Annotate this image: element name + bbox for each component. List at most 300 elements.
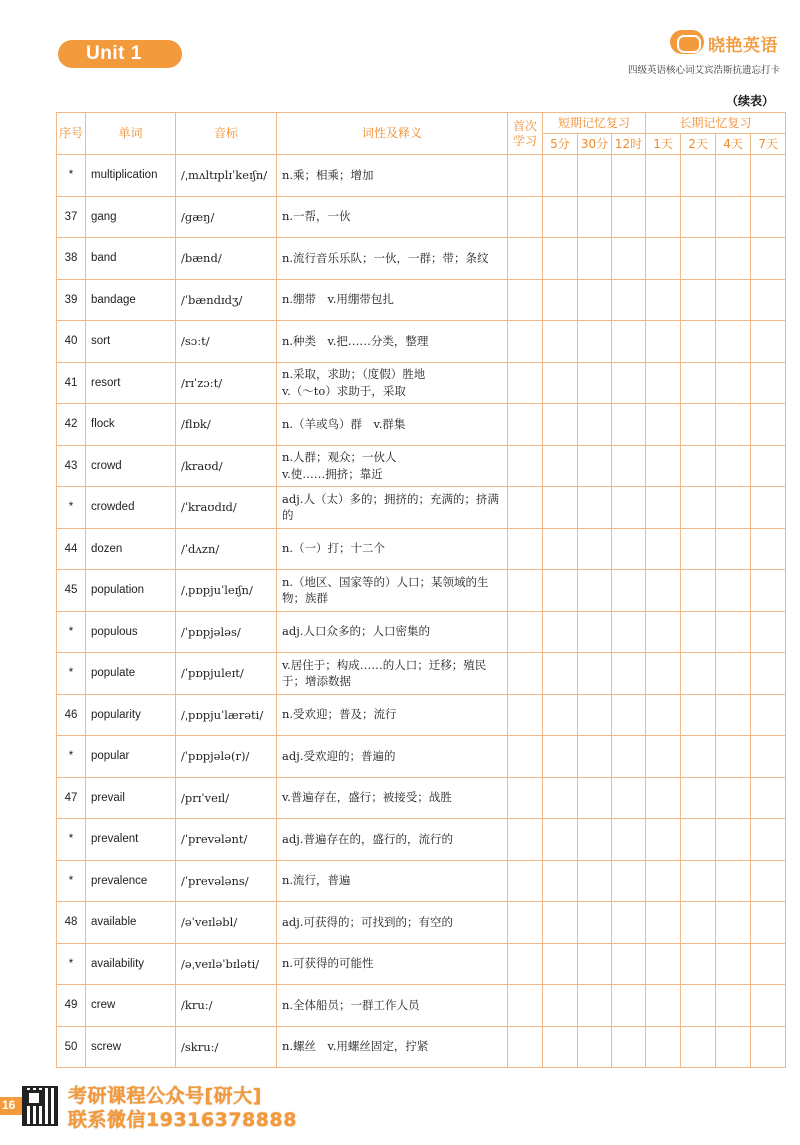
row-word: populate (86, 653, 176, 695)
checkin-cell (612, 321, 646, 363)
row-number: 43 (57, 445, 86, 487)
row-word: sort (86, 321, 176, 363)
checkin-cell (751, 321, 786, 363)
row-definition: adj.人（太）多的；拥挤的；充满的；挤满的 (277, 487, 508, 529)
row-word: crowded (86, 487, 176, 529)
table-row (57, 362, 786, 404)
checkin-cell (578, 362, 612, 404)
checkin-cell (681, 238, 716, 280)
table-row (57, 819, 786, 861)
row-phonetic: /kraʊd/ (176, 445, 277, 487)
checkin-cell (646, 653, 681, 695)
header-word: 单词 (86, 113, 176, 155)
table-row (57, 653, 786, 695)
checkin-cell (716, 777, 751, 819)
row-definition: v.居住于；构成……的人口；迁移；殖民于；增添数据 (277, 653, 508, 695)
row-phonetic: /bænd/ (176, 238, 277, 280)
row-word: prevail (86, 777, 176, 819)
checkin-cell (612, 279, 646, 321)
row-definition: adj.普遍存在的，盛行的，流行的 (277, 819, 508, 861)
row-phonetic: /gæŋ/ (176, 196, 277, 238)
row-definition: n.（一）打；十二个 (277, 528, 508, 570)
header-definition: 词性及释义 (277, 113, 508, 155)
row-word: available (86, 902, 176, 944)
header-review-col: 2天 (681, 134, 716, 155)
checkin-cell (681, 279, 716, 321)
checkin-cell (646, 528, 681, 570)
row-phonetic: /əˈveɪləbl/ (176, 902, 277, 944)
checkin-cell (543, 943, 578, 985)
table-row (57, 155, 786, 197)
row-number: 45 (57, 570, 86, 612)
checkin-cell (716, 736, 751, 778)
row-definition: adj.可获得的；可找到的；有空的 (277, 902, 508, 944)
row-phonetic: /kruː/ (176, 985, 277, 1027)
row-definition: n.全体船员；一群工作人员 (277, 985, 508, 1027)
checkin-cell (508, 985, 543, 1027)
checkin-cell (578, 694, 612, 736)
checkin-cell (612, 155, 646, 197)
table-row (57, 404, 786, 446)
header-review-col: 7天 (751, 134, 786, 155)
row-phonetic: /ˈkraʊdɪd/ (176, 487, 277, 529)
checkin-cell (578, 736, 612, 778)
row-definition: adj.人口众多的；人口密集的 (277, 611, 508, 653)
row-number: * (57, 155, 86, 197)
header-review-col: 12时 (612, 134, 646, 155)
checkin-cell (716, 321, 751, 363)
checkin-cell (646, 736, 681, 778)
checkin-cell (543, 902, 578, 944)
checkin-cell (543, 155, 578, 197)
table-row (57, 902, 786, 944)
checkin-cell (612, 570, 646, 612)
checkin-cell (681, 155, 716, 197)
row-definition: n.绷带 v.用绷带包扎 (277, 279, 508, 321)
checkin-cell (543, 653, 578, 695)
checkin-cell (612, 445, 646, 487)
checkin-cell (681, 1026, 716, 1068)
checkin-cell (543, 819, 578, 861)
row-phonetic: /ˈpɒpjuleɪt/ (176, 653, 277, 695)
row-number: 38 (57, 238, 86, 280)
checkin-cell (646, 321, 681, 363)
brand-name: 晓艳英语 (708, 36, 778, 56)
checkin-cell (508, 196, 543, 238)
header-first-study: 首次学习 (508, 113, 543, 155)
checkin-cell (751, 736, 786, 778)
row-word: popularity (86, 694, 176, 736)
checkin-cell (543, 279, 578, 321)
checkin-cell (716, 1026, 751, 1068)
row-number: 39 (57, 279, 86, 321)
table-row (57, 570, 786, 612)
checkin-cell (612, 902, 646, 944)
checkin-cell (681, 736, 716, 778)
checkin-cell (508, 777, 543, 819)
checkin-cell (751, 902, 786, 944)
checkin-cell (646, 155, 681, 197)
checkin-cell (681, 777, 716, 819)
checkin-cell (578, 155, 612, 197)
row-definition: n.人群；观众；一伙人 v.使……拥挤；靠近 (277, 445, 508, 487)
checkin-cell (716, 653, 751, 695)
checkin-cell (612, 611, 646, 653)
checkin-cell (543, 528, 578, 570)
checkin-cell (508, 321, 543, 363)
checkin-cell (612, 860, 646, 902)
checkin-cell (543, 570, 578, 612)
row-word: screw (86, 1026, 176, 1068)
vocabulary-table (56, 112, 786, 1068)
checkin-cell (716, 611, 751, 653)
checkin-cell (751, 445, 786, 487)
checkin-cell (646, 860, 681, 902)
checkin-cell (543, 985, 578, 1027)
header-short-term-review: 短期记忆复习 (543, 113, 646, 134)
checkin-cell (681, 985, 716, 1027)
row-definition: n.（羊或鸟）群 v.群集 (277, 404, 508, 446)
table-row (57, 694, 786, 736)
checkin-cell (578, 819, 612, 861)
checkin-cell (612, 196, 646, 238)
checkin-cell (716, 196, 751, 238)
header-no: 序号 (57, 113, 86, 155)
checkin-cell (578, 238, 612, 280)
checkin-cell (751, 985, 786, 1027)
checkin-cell (612, 985, 646, 1027)
checkin-cell (543, 321, 578, 363)
checkin-cell (681, 528, 716, 570)
checkin-cell (612, 528, 646, 570)
table-row (57, 487, 786, 529)
checkin-cell (543, 362, 578, 404)
checkin-cell (646, 196, 681, 238)
checkin-cell (646, 238, 681, 280)
row-phonetic: /ˈprevələnt/ (176, 819, 277, 861)
checkin-cell (751, 653, 786, 695)
checkin-cell (716, 528, 751, 570)
checkin-cell (751, 196, 786, 238)
checkin-cell (681, 611, 716, 653)
row-phonetic: /rɪˈzɔːt/ (176, 362, 277, 404)
checkin-cell (612, 653, 646, 695)
row-word: bandage (86, 279, 176, 321)
row-phonetic: /ˌmʌltɪplɪˈkeɪʃn/ (176, 155, 277, 197)
checkin-cell (646, 570, 681, 612)
checkin-cell (508, 860, 543, 902)
row-phonetic: /ˈbændɪdʒ/ (176, 279, 277, 321)
row-word: crew (86, 985, 176, 1027)
checkin-cell (716, 570, 751, 612)
checkin-cell (543, 736, 578, 778)
checkin-cell (508, 362, 543, 404)
row-word: gang (86, 196, 176, 238)
book-subtitle: 四级英语核心词艾宾浩斯抗遗忘打卡 (627, 65, 780, 76)
checkin-cell (716, 694, 751, 736)
checkin-cell (751, 528, 786, 570)
row-number: * (57, 943, 86, 985)
row-number: * (57, 819, 86, 861)
row-phonetic: /skruː/ (176, 1026, 277, 1068)
checkin-cell (751, 238, 786, 280)
checkin-cell (716, 985, 751, 1027)
checkin-cell (612, 362, 646, 404)
header-phonetic: 音标 (176, 113, 277, 155)
brand (670, 28, 786, 58)
checkin-cell (508, 611, 543, 653)
checkin-cell (508, 653, 543, 695)
row-phonetic: /ˌpɒpjuˈleɪʃn/ (176, 570, 277, 612)
checkin-cell (716, 860, 751, 902)
table-row (57, 321, 786, 363)
checkin-cell (508, 487, 543, 529)
checkin-cell (508, 943, 543, 985)
checkin-cell (543, 694, 578, 736)
checkin-cell (578, 570, 612, 612)
watermark-line-2: 联系微信19316378888 (68, 1109, 297, 1131)
checkin-cell (578, 321, 612, 363)
row-phonetic: /ˈpɒpjələs/ (176, 611, 277, 653)
row-phonetic: /ˈprevələns/ (176, 860, 277, 902)
checkin-cell (716, 404, 751, 446)
table-row (57, 943, 786, 985)
checkin-cell (612, 404, 646, 446)
checkin-cell (612, 819, 646, 861)
checkin-cell (646, 487, 681, 529)
checkin-cell (578, 196, 612, 238)
row-word: prevalence (86, 860, 176, 902)
row-definition: n.乘；相乘；增加 (277, 155, 508, 197)
checkin-cell (751, 860, 786, 902)
header-review-col: 30分 (578, 134, 612, 155)
checkin-cell (578, 445, 612, 487)
table-row (57, 777, 786, 819)
checkin-cell (681, 196, 716, 238)
table-row (57, 279, 786, 321)
checkin-cell (681, 860, 716, 902)
checkin-cell (508, 570, 543, 612)
row-definition: n.可获得的可能性 (277, 943, 508, 985)
row-definition: n.流行，普遍 (277, 860, 508, 902)
checkin-cell (508, 694, 543, 736)
row-number: 37 (57, 196, 86, 238)
checkin-cell (681, 445, 716, 487)
checkin-cell (578, 943, 612, 985)
checkin-cell (543, 777, 578, 819)
checkin-cell (716, 445, 751, 487)
row-phonetic: /əˌveɪləˈbɪləti/ (176, 943, 277, 985)
checkin-cell (716, 487, 751, 529)
checkin-cell (578, 1026, 612, 1068)
checkin-cell (646, 985, 681, 1027)
row-number: 42 (57, 404, 86, 446)
checkin-cell (543, 238, 578, 280)
table-row (57, 196, 786, 238)
checkin-cell (716, 362, 751, 404)
row-word: resort (86, 362, 176, 404)
checkin-cell (681, 570, 716, 612)
row-number: 44 (57, 528, 86, 570)
checkin-cell (751, 279, 786, 321)
checkin-cell (543, 1026, 578, 1068)
checkin-cell (646, 279, 681, 321)
checkin-cell (578, 860, 612, 902)
checkin-cell (578, 487, 612, 529)
row-definition: n.一帮，一伙 (277, 196, 508, 238)
checkin-cell (716, 819, 751, 861)
row-definition: n.（地区、国家等的）人口；某领域的生物；族群 (277, 570, 508, 612)
checkin-cell (681, 902, 716, 944)
checkin-cell (681, 487, 716, 529)
row-number: * (57, 736, 86, 778)
row-number: 50 (57, 1026, 86, 1068)
table-row (57, 238, 786, 280)
checkin-cell (578, 777, 612, 819)
row-number: 47 (57, 777, 86, 819)
row-number: * (57, 611, 86, 653)
row-word: band (86, 238, 176, 280)
row-word: flock (86, 404, 176, 446)
checkin-cell (508, 404, 543, 446)
row-phonetic: /prɪˈveɪl/ (176, 777, 277, 819)
table-row (57, 445, 786, 487)
brand-logo-icon (670, 30, 704, 54)
checkin-cell (716, 155, 751, 197)
checkin-cell (751, 819, 786, 861)
checkin-cell (646, 404, 681, 446)
checkin-cell (578, 404, 612, 446)
checkin-cell (646, 694, 681, 736)
checkin-cell (646, 445, 681, 487)
checkin-cell (681, 404, 716, 446)
checkin-cell (508, 528, 543, 570)
checkin-cell (646, 1026, 681, 1068)
row-number: * (57, 860, 86, 902)
checkin-cell (543, 860, 578, 902)
checkin-cell (508, 902, 543, 944)
checkin-cell (578, 653, 612, 695)
checkin-cell (508, 155, 543, 197)
checkin-cell (751, 155, 786, 197)
row-number: 40 (57, 321, 86, 363)
checkin-cell (681, 694, 716, 736)
checkin-cell (751, 777, 786, 819)
row-phonetic: /sɔːt/ (176, 321, 277, 363)
checkin-cell (646, 777, 681, 819)
continued-label: （续表） (725, 94, 774, 108)
row-word: prevalent (86, 819, 176, 861)
checkin-cell (751, 611, 786, 653)
row-phonetic: /ˌpɒpjuˈlærəti/ (176, 694, 277, 736)
checkin-cell (681, 321, 716, 363)
checkin-cell (612, 777, 646, 819)
checkin-cell (543, 445, 578, 487)
row-word: crowd (86, 445, 176, 487)
row-word: dozen (86, 528, 176, 570)
unit-badge: Unit 1 (58, 40, 182, 68)
table-row (57, 611, 786, 653)
checkin-cell (751, 404, 786, 446)
checkin-cell (612, 238, 646, 280)
row-phonetic: /ˈpɒpjələ(r)/ (176, 736, 277, 778)
checkin-cell (543, 404, 578, 446)
checkin-cell (612, 736, 646, 778)
table-row (57, 860, 786, 902)
table-row (57, 985, 786, 1027)
checkin-cell (578, 611, 612, 653)
row-number: 41 (57, 362, 86, 404)
checkin-cell (716, 943, 751, 985)
row-definition: v.普遍存在，盛行；被接受；战胜 (277, 777, 508, 819)
table-row (57, 1026, 786, 1068)
checkin-cell (543, 487, 578, 529)
checkin-cell (646, 362, 681, 404)
checkin-cell (578, 902, 612, 944)
header-long-term-review: 长期记忆复习 (646, 113, 786, 134)
checkin-cell (681, 943, 716, 985)
header-review-col: 1天 (646, 134, 681, 155)
row-definition: n.受欢迎；普及；流行 (277, 694, 508, 736)
watermark-line-1: 考研课程公众号[研大] (68, 1085, 262, 1107)
checkin-cell (646, 611, 681, 653)
checkin-cell (751, 362, 786, 404)
row-number: 49 (57, 985, 86, 1027)
checkin-cell (508, 445, 543, 487)
checkin-cell (646, 819, 681, 861)
checkin-cell (578, 528, 612, 570)
checkin-cell (716, 902, 751, 944)
checkin-cell (681, 362, 716, 404)
checkin-cell (716, 238, 751, 280)
checkin-cell (612, 694, 646, 736)
checkin-cell (508, 238, 543, 280)
row-number: 46 (57, 694, 86, 736)
checkin-cell (751, 694, 786, 736)
checkin-cell (543, 611, 578, 653)
checkin-cell (612, 487, 646, 529)
checkin-cell (751, 487, 786, 529)
header-review-col: 5分 (543, 134, 578, 155)
table-row (57, 736, 786, 778)
row-word: populous (86, 611, 176, 653)
row-phonetic: /flɒk/ (176, 404, 277, 446)
checkin-cell (681, 653, 716, 695)
table-row (57, 528, 786, 570)
checkin-cell (646, 943, 681, 985)
checkin-cell (508, 1026, 543, 1068)
row-word: availability (86, 943, 176, 985)
checkin-cell (578, 985, 612, 1027)
row-word: population (86, 570, 176, 612)
row-number: * (57, 487, 86, 529)
row-number: 48 (57, 902, 86, 944)
checkin-cell (716, 279, 751, 321)
checkin-cell (646, 902, 681, 944)
qr-code-icon (22, 1086, 58, 1126)
checkin-cell (681, 819, 716, 861)
checkin-cell (578, 279, 612, 321)
checkin-cell (751, 570, 786, 612)
checkin-cell (508, 736, 543, 778)
row-word: popular (86, 736, 176, 778)
row-definition: n.螺丝 v.用螺丝固定，拧紧 (277, 1026, 508, 1068)
checkin-cell (612, 1026, 646, 1068)
header-review-col: 4天 (716, 134, 751, 155)
row-definition: n.采取，求助；（度假）胜地 v.（～to）求助于，采取 (277, 362, 508, 404)
row-word: multiplication (86, 155, 176, 197)
checkin-cell (543, 196, 578, 238)
